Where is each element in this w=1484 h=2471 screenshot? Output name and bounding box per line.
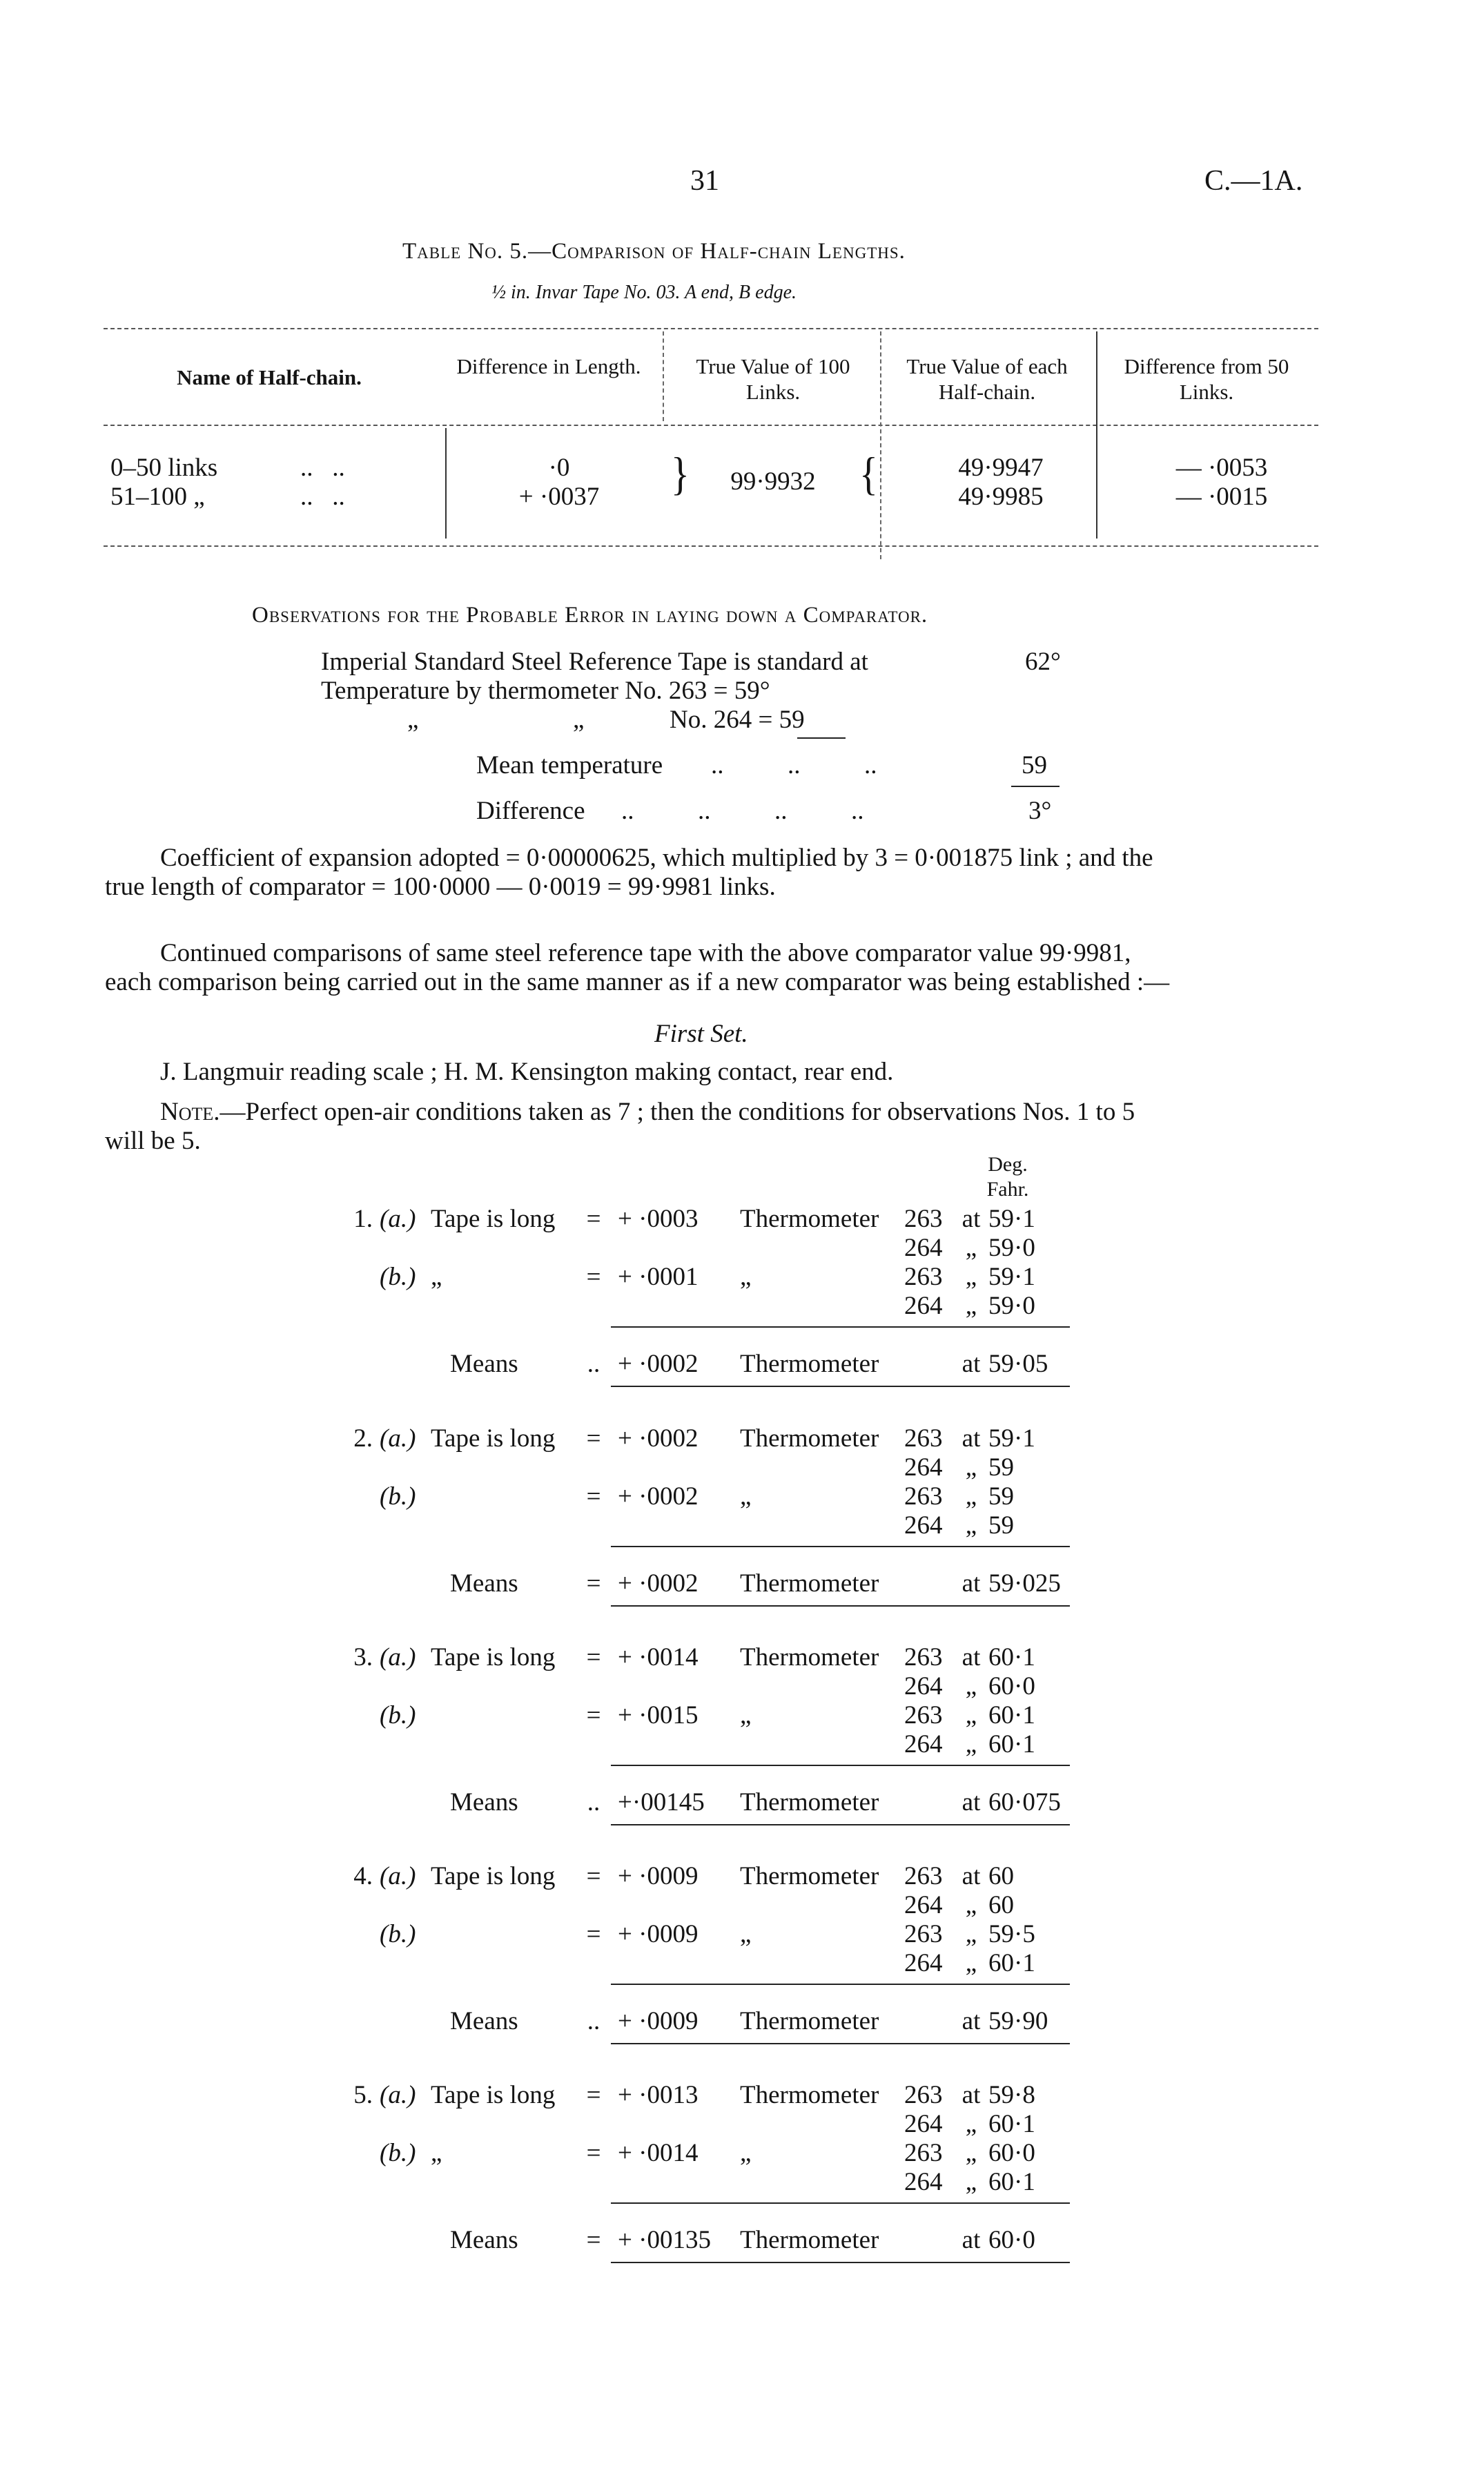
means-at-label: at bbox=[961, 2007, 981, 2035]
reading-label: Tape is long bbox=[431, 1424, 556, 1453]
column-header-difference: Difference in Length. bbox=[456, 354, 641, 378]
at-label: „ bbox=[965, 1511, 977, 1540]
means-temperature: 59·05 bbox=[988, 1350, 1048, 1378]
tape-difference: + ·0003 bbox=[618, 1205, 699, 1233]
means-thermometer-label: Thermometer bbox=[740, 2226, 879, 2254]
set-number: 5. bbox=[353, 2081, 373, 2109]
means-at-label: at bbox=[961, 1788, 981, 1816]
means-at-label: at bbox=[961, 2226, 981, 2254]
temperature-reading: 60 bbox=[988, 1862, 1014, 1890]
table-subtitle: ½ in. Invar Tape No. 03. A end, B edge. bbox=[491, 282, 797, 303]
column-header-diff50: Difference from 50 Links. bbox=[1124, 354, 1289, 405]
equals-sign: = bbox=[586, 1205, 601, 1233]
thermometer-number: 263 bbox=[904, 1701, 943, 1729]
thermometer-number: 264 bbox=[904, 1730, 943, 1758]
means-temperature: 59·025 bbox=[988, 1569, 1061, 1598]
set-number: 1. bbox=[353, 1205, 373, 1233]
sub-label: (b.) bbox=[380, 2139, 416, 2167]
means-difference: +·00145 bbox=[618, 1788, 705, 1816]
temperature-reading: 60·1 bbox=[988, 1701, 1035, 1729]
column-header-true-100: True Value of 100 Links. bbox=[696, 354, 850, 405]
at-label: „ bbox=[965, 1920, 977, 1948]
row-name: 0–50 links bbox=[110, 454, 218, 482]
table-bottom-rule bbox=[104, 545, 1318, 547]
means-top-rule bbox=[611, 1546, 1070, 1547]
tape-difference: + ·0002 bbox=[618, 1424, 699, 1453]
temperature-reading: 60·1 bbox=[988, 2110, 1035, 2138]
thermometer-number: 264 bbox=[904, 1511, 943, 1540]
thermometer-number: 264 bbox=[904, 1292, 943, 1320]
at-label: „ bbox=[965, 1672, 977, 1700]
sum-rule bbox=[1011, 786, 1060, 787]
sub-label: (a.) bbox=[380, 1643, 416, 1671]
column-divider bbox=[880, 331, 881, 559]
thermometer-label: „ bbox=[740, 2139, 752, 2167]
standard-line: Imperial Standard Steel Reference Tape is standard at bbox=[321, 648, 868, 676]
means-temperature: 60·0 bbox=[988, 2226, 1035, 2254]
means-label: Means bbox=[450, 1350, 518, 1378]
tape-difference: + ·0009 bbox=[618, 1862, 699, 1890]
means-bottom-rule bbox=[611, 1386, 1070, 1387]
means-temperature: 59·90 bbox=[988, 2007, 1048, 2035]
coefficient-paragraph: Coefficient of expansion adopted = 0·00000625, which multiplied by 3 = 0·001875 link ; and the bbox=[160, 844, 1153, 872]
tape-difference: + ·0014 bbox=[618, 2139, 699, 2167]
means-difference: + ·00135 bbox=[618, 2226, 711, 2254]
sub-label: (b.) bbox=[380, 1920, 416, 1948]
brace-left: } bbox=[671, 448, 690, 501]
means-top-rule bbox=[611, 1326, 1070, 1328]
thermometer-label: Thermometer bbox=[740, 1862, 879, 1890]
temperature-reading: 60·1 bbox=[988, 1730, 1035, 1758]
temperature-reading: 59 bbox=[988, 1482, 1014, 1511]
row-difference: + ·0037 bbox=[518, 483, 600, 511]
first-set-heading: First Set. bbox=[654, 1020, 748, 1048]
row-leader: .. .. bbox=[300, 454, 345, 482]
row-true-each: 49·9985 bbox=[958, 483, 1044, 511]
means-separator: .. bbox=[587, 1788, 601, 1816]
document-reference: C.—1A. bbox=[1204, 165, 1303, 197]
temperature-reading: 60·0 bbox=[988, 1672, 1035, 1700]
table-title: Table No. 5.—Comparison of Half-chain Lengths. bbox=[402, 239, 906, 264]
at-label: „ bbox=[965, 2139, 977, 2167]
reading-label: „ bbox=[431, 2139, 442, 2167]
row-true-each: 49·9947 bbox=[958, 454, 1044, 482]
at-label: „ bbox=[965, 1701, 977, 1729]
difference-leader: .. .. .. .. bbox=[621, 797, 864, 825]
means-label: Means bbox=[450, 1788, 518, 1816]
temperature-reading: 60·1 bbox=[988, 2168, 1035, 2196]
table-header-rule bbox=[104, 425, 1318, 426]
thermometer-label: „ bbox=[740, 1482, 752, 1511]
thermometer-number: 264 bbox=[904, 1453, 943, 1482]
equals-sign: = bbox=[586, 1424, 601, 1453]
equals-sign: = bbox=[586, 1263, 601, 1291]
means-top-rule bbox=[611, 1765, 1070, 1766]
row-difference: ·0 bbox=[548, 454, 570, 482]
at-label: at bbox=[961, 1205, 981, 1233]
thermometer-number: 263 bbox=[904, 1263, 943, 1291]
column-divider bbox=[445, 428, 447, 539]
set-number: 2. bbox=[353, 1424, 373, 1453]
thermometer-number: 263 bbox=[904, 1205, 943, 1233]
sub-label: (b.) bbox=[380, 1701, 416, 1729]
reading-label: Tape is long bbox=[431, 1643, 556, 1671]
thermometer-number: 264 bbox=[904, 2110, 943, 2138]
row-diff50: — ·0053 bbox=[1175, 454, 1268, 482]
means-thermometer-label: Thermometer bbox=[740, 1569, 879, 1598]
means-difference: + ·0002 bbox=[618, 1569, 699, 1598]
column-header-name: Name of Half-chain. bbox=[177, 365, 362, 389]
reading-label: Tape is long bbox=[431, 2081, 556, 2109]
reading-label: Tape is long bbox=[431, 1205, 556, 1233]
set-number: 3. bbox=[353, 1643, 373, 1671]
sub-label: (a.) bbox=[380, 1424, 416, 1453]
equals-sign: = bbox=[586, 1482, 601, 1511]
at-label: „ bbox=[965, 1292, 977, 1320]
at-label: „ bbox=[965, 1234, 977, 1262]
equals-sign: = bbox=[586, 1701, 601, 1729]
temperature-reading: 59·1 bbox=[988, 1263, 1035, 1291]
fahr-label: Fahr. bbox=[986, 1178, 1029, 1201]
thermometer-number: 264 bbox=[904, 1949, 943, 1977]
tape-difference: + ·0013 bbox=[618, 2081, 699, 2109]
note-text: —Perfect open-air conditions taken as 7 ; then the conditions for observations Nos. 1 to 5 bbox=[219, 1098, 1135, 1126]
means-label: Means bbox=[450, 1569, 518, 1598]
thermometer-number: 263 bbox=[904, 2081, 943, 2109]
means-separator: .. bbox=[587, 1350, 601, 1378]
means-thermometer-label: Thermometer bbox=[740, 2007, 879, 2035]
difference-value: 3° bbox=[1028, 797, 1052, 825]
thermometer-263-line: Temperature by thermometer No. 263 = 59° bbox=[321, 677, 770, 705]
at-label: „ bbox=[965, 2110, 977, 2138]
means-top-rule bbox=[611, 2202, 1070, 2204]
means-separator: .. bbox=[587, 2007, 601, 2035]
sub-label: (a.) bbox=[380, 2081, 416, 2109]
reading-label: Tape is long bbox=[431, 1862, 556, 1890]
means-label: Means bbox=[450, 2226, 518, 2254]
thermometer-number: 264 bbox=[904, 1672, 943, 1700]
means-at-label: at bbox=[961, 1350, 981, 1378]
temperature-reading: 59·8 bbox=[988, 2081, 1035, 2109]
row-diff50: — ·0015 bbox=[1175, 483, 1268, 511]
sub-label: (b.) bbox=[380, 1263, 416, 1291]
row-name: 51–100 „ bbox=[110, 483, 205, 511]
equals-sign: = bbox=[586, 1643, 601, 1671]
table-top-rule bbox=[104, 328, 1318, 329]
means-top-rule bbox=[611, 1984, 1070, 1985]
at-label: at bbox=[961, 1424, 981, 1453]
thermometer-number: 263 bbox=[904, 1482, 943, 1511]
thermometer-label: Thermometer bbox=[740, 1205, 879, 1233]
temperature-reading: 60·1 bbox=[988, 1643, 1035, 1671]
ditto-mark: „ bbox=[573, 706, 585, 734]
at-label: at bbox=[961, 1862, 981, 1890]
sum-rule bbox=[797, 737, 846, 739]
equals-sign: = bbox=[586, 2139, 601, 2167]
thermometer-number: 263 bbox=[904, 2139, 943, 2167]
thermometer-264-line: No. 264 = 59 bbox=[670, 706, 805, 734]
at-label: „ bbox=[965, 1482, 977, 1511]
observations-title: Observations for the Probable Error in laying down a Comparator. bbox=[252, 603, 928, 628]
sub-label: (a.) bbox=[380, 1205, 416, 1233]
at-label: „ bbox=[965, 1949, 977, 1977]
temperature-reading: 59·1 bbox=[988, 1205, 1035, 1233]
temperature-reading: 60·1 bbox=[988, 1949, 1035, 1977]
thermometer-number: 263 bbox=[904, 1920, 943, 1948]
temperature-reading: 60·0 bbox=[988, 2139, 1035, 2167]
true-value-100: 99·9932 bbox=[730, 467, 816, 496]
mean-temperature-label: Mean temperature bbox=[476, 751, 663, 779]
means-bottom-rule bbox=[611, 2262, 1070, 2263]
means-label: Means bbox=[450, 2007, 518, 2035]
thermometer-label: Thermometer bbox=[740, 1424, 879, 1453]
deg-label: Deg. bbox=[988, 1153, 1028, 1176]
difference-label: Difference bbox=[476, 797, 585, 825]
temperature-reading: 59 bbox=[988, 1453, 1014, 1482]
continued-paragraph: each comparison being carried out in the same manner as if a new comparator was being established :— bbox=[105, 968, 1170, 996]
temperature-reading: 59·0 bbox=[988, 1292, 1035, 1320]
means-bottom-rule bbox=[611, 2043, 1070, 2044]
equals-sign: = bbox=[586, 1862, 601, 1890]
thermometer-number: 263 bbox=[904, 1643, 943, 1671]
thermometer-label: „ bbox=[740, 1920, 752, 1948]
tape-difference: + ·0014 bbox=[618, 1643, 699, 1671]
sub-label: (b.) bbox=[380, 1482, 416, 1511]
temperature-reading: 59·1 bbox=[988, 1424, 1035, 1453]
standard-temperature: 62° bbox=[1025, 648, 1061, 676]
mean-temperature-leader: .. .. .. bbox=[711, 751, 877, 779]
note-line-continued: will be 5. bbox=[105, 1127, 201, 1155]
temperature-reading: 59·5 bbox=[988, 1920, 1035, 1948]
thermometer-number: 264 bbox=[904, 1891, 943, 1919]
row-leader: .. .. bbox=[300, 483, 345, 511]
tape-difference: + ·0015 bbox=[618, 1701, 699, 1729]
equals-sign: = bbox=[586, 2081, 601, 2109]
means-difference: + ·0002 bbox=[618, 1350, 699, 1378]
mean-temperature-value: 59 bbox=[1022, 751, 1047, 779]
thermometer-label: Thermometer bbox=[740, 2081, 879, 2109]
sub-label: (a.) bbox=[380, 1862, 416, 1890]
means-separator: = bbox=[586, 2226, 601, 2254]
at-label: „ bbox=[965, 1453, 977, 1482]
means-thermometer-label: Thermometer bbox=[740, 1788, 879, 1816]
at-label: at bbox=[961, 2081, 981, 2109]
tape-difference: + ·0009 bbox=[618, 1920, 699, 1948]
at-label: „ bbox=[965, 2168, 977, 2196]
temperature-reading: 60 bbox=[988, 1891, 1014, 1919]
thermometer-label: Thermometer bbox=[740, 1643, 879, 1671]
at-label: „ bbox=[965, 1730, 977, 1758]
at-label: at bbox=[961, 1643, 981, 1671]
reading-label: „ bbox=[431, 1263, 442, 1291]
column-divider bbox=[663, 331, 664, 421]
readers-line: J. Langmuir reading scale ; H. M. Kensington making contact, rear end. bbox=[160, 1058, 894, 1086]
thermometer-number: 263 bbox=[904, 1862, 943, 1890]
means-bottom-rule bbox=[611, 1605, 1070, 1607]
thermometer-label: „ bbox=[740, 1263, 752, 1291]
brace-right: { bbox=[859, 448, 878, 501]
tape-difference: + ·0001 bbox=[618, 1263, 699, 1291]
means-difference: + ·0009 bbox=[618, 2007, 699, 2035]
page-number: 31 bbox=[690, 165, 719, 197]
column-header-true-each: True Value of each Half-chain. bbox=[906, 354, 1068, 405]
means-separator: = bbox=[586, 1569, 601, 1598]
set-number: 4. bbox=[353, 1862, 373, 1890]
note-line bbox=[160, 1098, 1135, 1127]
continued-paragraph: Continued comparisons of same steel reference tape with the above comparator value 99·9981, bbox=[160, 939, 1131, 967]
column-divider bbox=[1096, 331, 1097, 539]
equals-sign: = bbox=[586, 1920, 601, 1948]
at-label: „ bbox=[965, 1891, 977, 1919]
at-label: „ bbox=[965, 1263, 977, 1291]
thermometer-number: 263 bbox=[904, 1424, 943, 1453]
temperature-reading: 59·0 bbox=[988, 1234, 1035, 1262]
ditto-mark: „ bbox=[407, 706, 419, 734]
means-thermometer-label: Thermometer bbox=[740, 1350, 879, 1378]
means-temperature: 60·075 bbox=[988, 1788, 1061, 1816]
thermometer-number: 264 bbox=[904, 1234, 943, 1262]
coefficient-paragraph: true length of comparator = 100·0000 — 0·0019 = 99·9981 links. bbox=[105, 873, 776, 901]
tape-difference: + ·0002 bbox=[618, 1482, 699, 1511]
thermometer-number: 264 bbox=[904, 2168, 943, 2196]
thermometer-label: „ bbox=[740, 1701, 752, 1729]
means-bottom-rule bbox=[611, 1824, 1070, 1825]
temperature-reading: 59 bbox=[988, 1511, 1014, 1540]
note-label: Note. bbox=[160, 1098, 220, 1126]
means-at-label: at bbox=[961, 1569, 981, 1598]
